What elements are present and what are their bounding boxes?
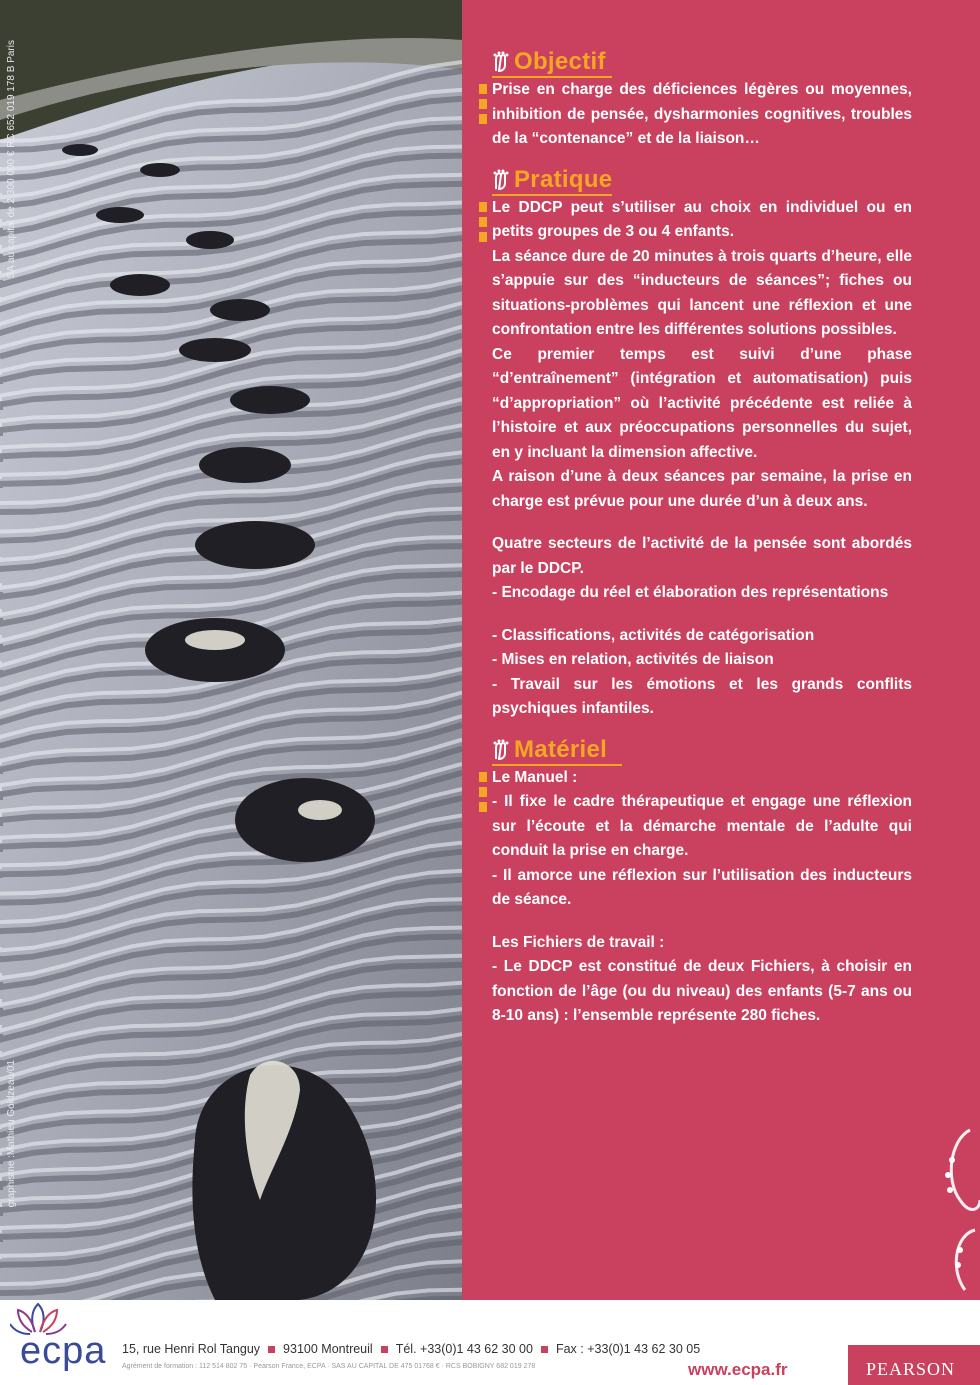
section-title: Pratique <box>514 165 613 193</box>
section-paragraph: Le Manuel : <box>492 768 578 786</box>
section-paragraph: - Le DDCP est constitué de deux Fichiers, à choisir en fonction de l’âge (ou du niveau) des enfants (5-7 ans ou 8-10 ans) : l’ensemble représente 280 fiches. <box>492 958 912 1024</box>
pearson-logo: PEARSON <box>848 1345 980 1385</box>
section-paragraph: - Classifications, activités de catégorisation <box>492 626 815 644</box>
footer-address: 15, rue Henri Rol Tanguy 93100 Montreuil Tél. +33(0)1 43 62 30 00 Fax : +33(0)1 43 62 30 05 <box>122 1342 701 1356</box>
section-paragraph: Ce premier temps est suivi d’une phase “d’entraînement” (intégration et automatisation) puis “d’appropriation” où l’activité précédente est reliée à l’histoire et aux préoccupations personnelles du sujet, en y incluant la dimension affective. <box>492 345 912 461</box>
section-title: Objectif <box>514 48 606 75</box>
section-paragraph: - Travail sur les émotions et les grands conflits psychiques infantiles. <box>492 675 912 717</box>
ecpa-wordmark: ecpa <box>20 1330 107 1372</box>
section-paragraph: Quatre secteurs de l’activité de la pensée sont abordés par le DDCP. <box>492 535 912 577</box>
accent-bars <box>479 202 487 247</box>
section-paragraph: A raison d’une à deux séances par semaine, la prise en charge est prévue pour une durée d’un à deux ans. <box>492 468 912 510</box>
section-paragraph: - Encodage du réel et élaboration des représentations <box>492 584 889 601</box>
info-panel <box>462 0 980 1300</box>
section-header <box>492 46 912 78</box>
hand-icon <box>492 51 510 73</box>
section-title: Matériel <box>514 735 608 763</box>
photo-credit-top: SA au capital de 2 300 000 € RC 652 019 178 B Paris <box>6 40 17 279</box>
accent-bars <box>479 84 487 129</box>
section-1 <box>492 164 912 722</box>
section-0 <box>492 46 912 152</box>
section-header <box>492 164 912 196</box>
footprint-decoration-icon <box>930 1120 980 1300</box>
panel-content <box>492 46 912 1041</box>
hand-icon <box>492 739 510 761</box>
sand-footprints-photo <box>0 0 462 1300</box>
accent-bars <box>479 772 487 817</box>
ecpa-logo <box>10 1300 107 1385</box>
section-2 <box>492 734 912 1029</box>
photo-credit-bottom: graphisme :Mathieu Goldzeau/01 <box>6 1060 17 1208</box>
footer-legal: Agrément de formation : 112 514 802 75 · Pearson France, ECPA · SAS AU CAPITAL DE 475 01768 € · RCS BOBIGNY 682 019 278 <box>122 1363 536 1370</box>
section-paragraph: - Il amorce une réflexion sur l’utilisation des inducteurs de séance. <box>492 866 912 908</box>
footer <box>0 1300 980 1385</box>
section-paragraph: - Il fixe le cadre thérapeutique et engage une réflexion sur l’écoute et la démarche mentale de l’adulte qui conduit la prise en charge. <box>492 793 912 859</box>
section-header <box>492 734 912 766</box>
section-paragraph: - Mises en relation, activités de liaison <box>492 651 774 668</box>
section-paragraph: Prise en charge des déficiences légères ou moyennes, inhibition de pensée, dysharmonies cognitives, troubles de la “contenance” et de la liaison… <box>492 81 912 147</box>
hand-icon <box>492 169 510 191</box>
section-paragraph: Le DDCP peut s’utiliser au choix en individuel ou en petits groupes de 3 ou 4 enfants. <box>492 198 912 240</box>
section-paragraph: Les Fichiers de travail : <box>492 933 665 951</box>
section-underline <box>492 76 612 78</box>
website-link[interactable]: www.ecpa.fr <box>688 1360 788 1379</box>
section-underline <box>492 194 612 196</box>
section-underline <box>492 764 622 766</box>
section-paragraph: La séance dure de 20 minutes à trois quarts d’heure, elle s’appuie sur des “inducteurs de séances”; fiches ou situations-problèmes qui lancent une réflexion et une confrontation entre les différentes solutions possibles. <box>492 247 912 338</box>
